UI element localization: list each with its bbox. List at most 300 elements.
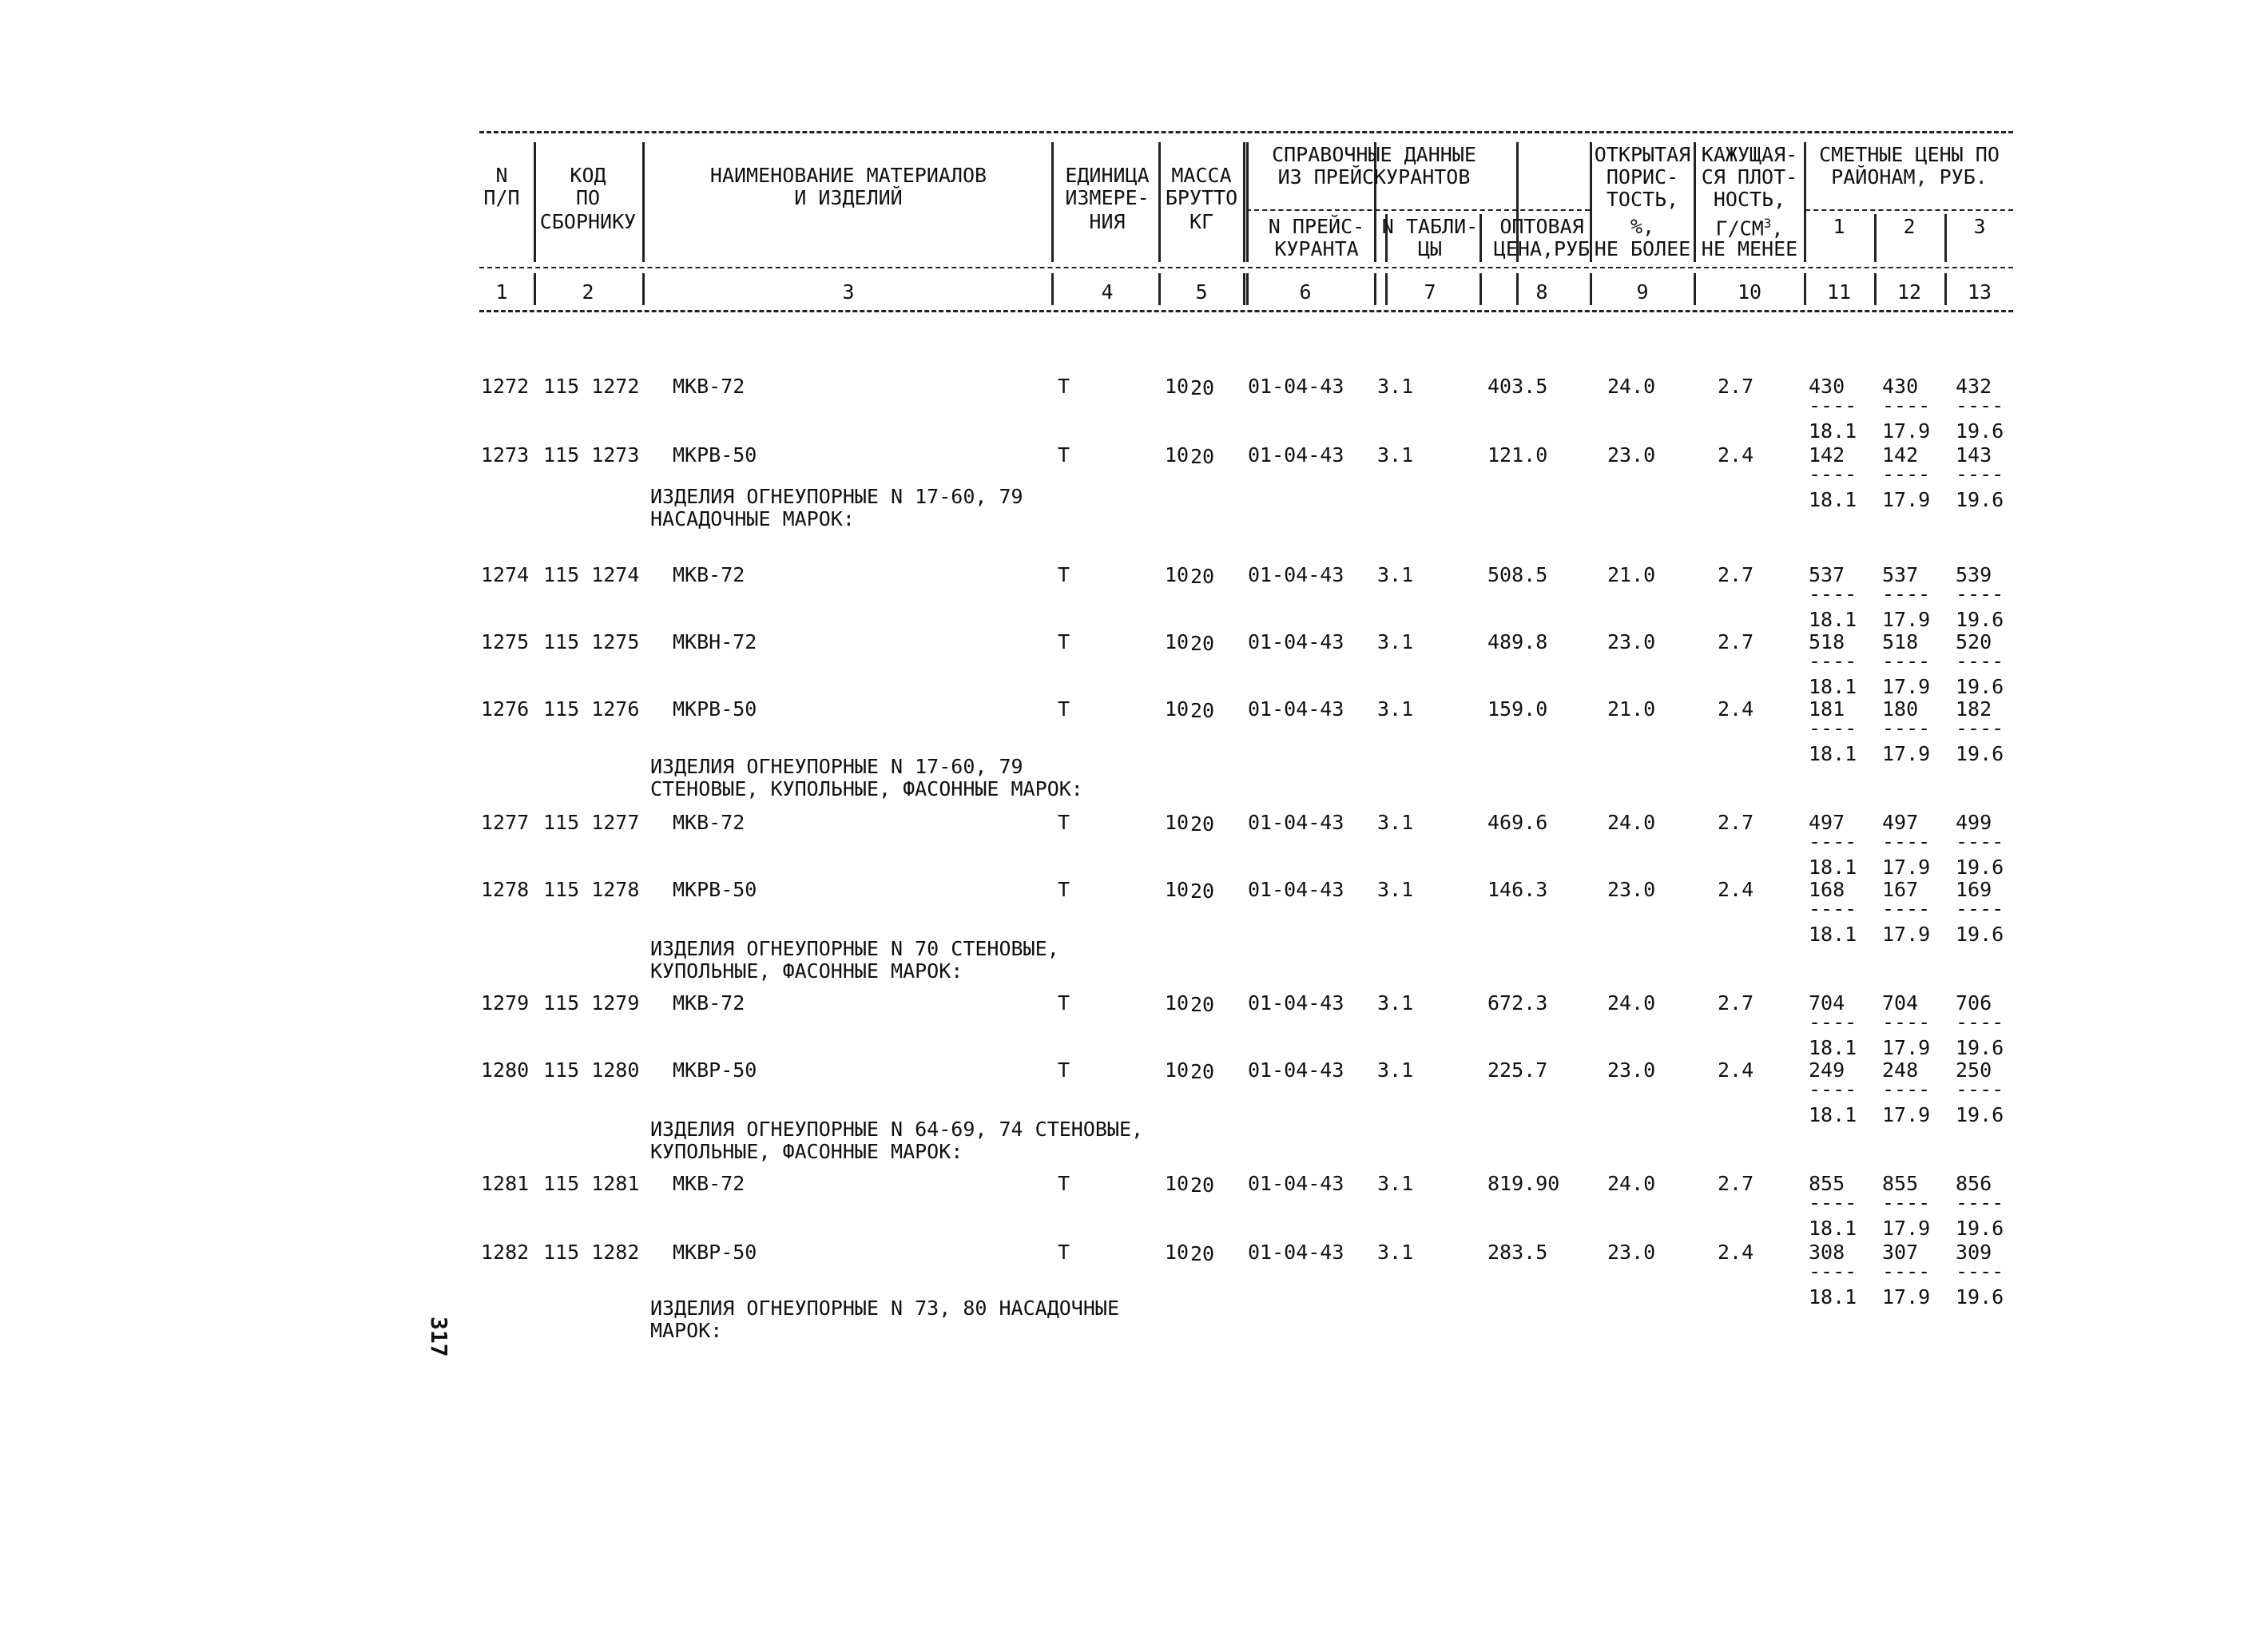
row-wholesale-price: 159.0 [1487,697,1548,721]
row-number: 1277 [481,811,530,834]
row-price-region-3: 499 [1956,811,1992,834]
row-divisor-region-3: 19.6 [1956,742,2004,765]
row-mass: 10 [1165,1241,1190,1264]
row-number: 1273 [481,443,530,467]
row-price-region-2: 855 [1882,1172,1919,1195]
row-unit: Т [1058,1172,1070,1195]
column-separator [1944,273,1947,305]
column-separator [1246,142,1249,262]
row-divisor-region-2: 17.9 [1882,1285,1931,1308]
row-price-region-1: 249 [1809,1058,1845,1082]
row-price-region-2: 430 [1882,375,1919,398]
row-mass-fraction: 20 [1190,699,1215,722]
fraction-bar: ---- [1809,1191,1857,1214]
column-separator [1243,273,1245,305]
column-number: 1 [495,280,508,304]
column-separator [1804,273,1806,305]
row-divisor-region-2: 17.9 [1882,488,1931,511]
row-unit: Т [1058,991,1070,1015]
header-density: НЕ МЕНЕЕ [1701,237,1798,260]
header-code: ПО [575,186,601,209]
column-separator [1874,273,1877,305]
row-wholesale-price: 403.5 [1487,375,1548,398]
fraction-bar: ---- [1882,463,1931,486]
row-divisor-region-1: 18.1 [1809,742,1857,765]
row-price-region-3: 706 [1956,991,1992,1015]
row-wholesale-price: 225.7 [1487,1058,1548,1082]
row-pricelist: 01-04-43 [1248,878,1344,901]
row-divisor-region-3: 19.6 [1956,1285,2004,1308]
fraction-bar: ---- [1956,717,2004,740]
header-density: КАЖУЩАЯ- [1701,143,1798,166]
row-wholesale-price: 508.5 [1487,563,1548,586]
row-code: 115 1281 [543,1172,640,1195]
column-separator [1944,214,1947,262]
page-number: 317 [426,1316,452,1357]
row-mass: 10 [1165,878,1190,901]
header-mass: БРУТТО [1165,186,1238,209]
row-price-region-3: 143 [1956,443,1992,467]
header-wholesale: ЦЕНА,РУБ [1493,237,1591,260]
row-divisor-region-3: 19.6 [1956,419,2004,443]
row-density: 2.4 [1718,1241,1754,1264]
row-density: 2.4 [1718,1058,1754,1082]
column-number: 9 [1636,280,1649,304]
row-code: 115 1275 [543,630,640,653]
row-porosity: 24.0 [1607,375,1656,398]
row-density: 2.7 [1718,1172,1754,1195]
column-number: 13 [1967,280,1992,304]
fraction-bar: ---- [1809,1078,1857,1101]
row-code: 115 1280 [543,1058,640,1082]
row-material-name: МКВР-50 [673,1058,757,1082]
fraction-bar: ---- [1809,1011,1857,1034]
ref-group-rule [1246,209,1590,211]
row-mass: 10 [1165,563,1190,586]
row-material-name: МКВ-72 [673,811,745,834]
header-pricelist: N ПРЕЙС- [1268,215,1365,238]
row-table: 3.1 [1377,1172,1414,1195]
row-code: 115 1274 [543,563,640,586]
fraction-bar: ---- [1809,394,1857,417]
section-title: КУПОЛЬНЫЕ, ФАСОННЫЕ МАРОК: [650,959,963,983]
fraction-bar: ---- [1809,649,1857,673]
fraction-bar: ---- [1956,897,2004,920]
row-divisor-region-3: 19.6 [1956,923,2004,946]
column-separator [642,273,645,305]
row-material-name: МКВН-72 [673,630,757,653]
column-separator [1158,273,1161,305]
row-price-region-2: 497 [1882,811,1919,834]
density-unit-text: Г/СМ [1715,216,1764,240]
header-name: И ИЗДЕЛИЙ [794,186,903,209]
row-material-name: МКВР-50 [673,1241,757,1264]
column-separator [1385,273,1388,305]
fraction-bar: ---- [1956,1078,2004,1101]
row-number: 1272 [481,375,530,398]
row-number: 1282 [481,1241,530,1264]
row-number: 1274 [481,563,530,586]
row-pricelist: 01-04-43 [1248,443,1344,467]
header-pricelist: КУРАНТА [1274,237,1359,260]
header-porosity: ОТКРЫТАЯ [1594,143,1691,166]
row-density: 2.7 [1718,811,1754,834]
fraction-bar: ---- [1882,717,1931,740]
row-porosity: 21.0 [1607,697,1656,721]
fraction-bar: ---- [1809,1260,1857,1283]
row-density: 2.4 [1718,443,1754,467]
row-divisor-region-2: 17.9 [1882,856,1931,879]
column-number: 6 [1299,280,1312,304]
row-density: 2.7 [1718,375,1754,398]
fraction-bar: ---- [1956,1260,2004,1283]
column-separator [534,273,536,305]
section-title: СТЕНОВЫЕ, КУПОЛЬНЫЕ, ФАСОННЫЕ МАРОК: [650,777,1083,800]
row-material-name: МКРВ-50 [673,443,757,467]
header-region-2: 2 [1903,215,1916,238]
row-price-region-3: 169 [1956,878,1992,901]
column-separator [1051,142,1054,262]
row-divisor-region-1: 18.1 [1809,856,1857,879]
row-pricelist: 01-04-43 [1248,630,1344,653]
row-wholesale-price: 283.5 [1487,1241,1548,1264]
row-density: 2.4 [1718,878,1754,901]
row-code: 115 1273 [543,443,640,467]
row-price-region-3: 182 [1956,697,1992,721]
header-region-1: 1 [1833,215,1845,238]
row-wholesale-price: 819.90 [1487,1172,1560,1195]
row-porosity: 24.0 [1607,991,1656,1015]
header-mass: МАССА [1171,164,1232,187]
row-wholesale-price: 146.3 [1487,878,1548,901]
row-divisor-region-3: 19.6 [1956,1217,2004,1240]
row-code: 115 1277 [543,811,640,834]
row-pricelist: 01-04-43 [1248,375,1344,398]
row-price-region-1: 704 [1809,991,1845,1015]
row-price-region-2: 704 [1882,991,1919,1015]
row-number: 1275 [481,630,530,653]
row-mass-fraction: 20 [1190,445,1215,468]
fraction-bar: ---- [1882,394,1931,417]
column-separator [1694,273,1696,305]
row-divisor-region-1: 18.1 [1809,1285,1857,1308]
section-title: КУПОЛЬНЫЕ, ФАСОННЫЕ МАРОК: [650,1140,963,1163]
section-title: ИЗДЕЛИЯ ОГНЕУПОРНЫЕ N 17-60, 79 [650,755,1023,778]
section-title: МАРОК: [650,1319,723,1342]
row-divisor-region-2: 17.9 [1882,742,1931,765]
row-porosity: 21.0 [1607,563,1656,586]
row-material-name: МКВ-72 [673,1172,745,1195]
header-code: СБОРНИКУ [539,210,637,233]
row-mass-fraction: 20 [1190,1242,1215,1265]
row-wholesale-price: 489.8 [1487,630,1548,653]
header-region-3: 3 [1973,215,1986,238]
row-divisor-region-1: 18.1 [1809,488,1857,511]
fraction-bar: ---- [1956,830,2004,853]
row-table: 3.1 [1377,811,1414,834]
row-unit: Т [1058,1241,1070,1264]
row-pricelist: 01-04-43 [1248,811,1344,834]
row-density: 2.7 [1718,991,1754,1015]
row-divisor-region-3: 19.6 [1956,675,2004,698]
row-code: 115 1282 [543,1241,640,1264]
row-mass: 10 [1165,630,1190,653]
row-price-region-3: 250 [1956,1058,1992,1082]
row-number: 1280 [481,1058,530,1082]
column-separator [1051,273,1054,305]
row-price-region-3: 539 [1956,563,1992,586]
fraction-bar: ---- [1882,830,1931,853]
header-code: КОД [570,164,606,187]
header-porosity: НЕ БОЛЕЕ [1594,237,1691,260]
row-unit: Т [1058,878,1070,901]
row-divisor-region-3: 19.6 [1956,856,2004,879]
price-group-rule [1805,209,2013,211]
header-porosity: %, [1630,215,1655,238]
fraction-bar: ---- [1809,463,1857,486]
header-table: N ТАБЛИ- [1381,215,1479,238]
header-unit: НИЯ [1089,210,1126,233]
fraction-bar: ---- [1809,717,1857,740]
row-density: 2.7 [1718,630,1754,653]
column-separator [1590,142,1592,262]
row-divisor-region-1: 18.1 [1809,419,1857,443]
row-price-region-3: 432 [1956,375,1992,398]
row-price-region-1: 430 [1809,375,1845,398]
fraction-bar: ---- [1956,582,2004,606]
row-wholesale-price: 121.0 [1487,443,1548,467]
header-n: П/П [483,186,520,209]
column-number: 3 [842,280,855,304]
row-porosity: 23.0 [1607,443,1656,467]
column-number: 7 [1424,280,1436,304]
row-material-name: МКВ-72 [673,991,745,1015]
row-material-name: МКРВ-50 [673,697,757,721]
row-density: 2.7 [1718,563,1754,586]
fraction-bar: ---- [1956,1011,2004,1034]
fraction-bar: ---- [1956,463,2004,486]
row-price-region-1: 142 [1809,443,1845,467]
row-unit: Т [1058,563,1070,586]
fraction-bar: ---- [1882,582,1931,606]
header-wholesale: ОПТОВАЯ [1499,215,1584,238]
column-separator [534,142,536,262]
row-table: 3.1 [1377,443,1414,467]
row-number: 1279 [481,991,530,1015]
row-mass: 10 [1165,375,1190,398]
row-divisor-region-3: 19.6 [1956,488,2004,511]
fraction-bar: ---- [1956,1191,2004,1214]
row-material-name: МКВ-72 [673,563,745,586]
header-ref-group: СПРАВОЧНЫЕ ДАННЫЕ [1272,143,1476,166]
column-separator [642,142,645,262]
row-table: 3.1 [1377,878,1414,901]
header-porosity: ТОСТЬ, [1606,188,1679,211]
row-divisor-region-1: 18.1 [1809,1103,1857,1126]
row-price-region-3: 309 [1956,1241,1992,1264]
row-unit: Т [1058,1058,1070,1082]
row-table: 3.1 [1377,697,1414,721]
header-unit: ИЗМЕРЕ- [1065,186,1150,209]
fraction-bar: ---- [1809,582,1857,606]
row-pricelist: 01-04-43 [1248,1241,1344,1264]
row-table: 3.1 [1377,630,1414,653]
row-mass-fraction: 20 [1190,565,1215,588]
density-unit-comma: , [1771,216,1784,240]
header-ref-group: ИЗ ПРЕЙСКУРАНТОВ [1277,165,1471,189]
row-number: 1276 [481,697,530,721]
row-unit: Т [1058,630,1070,653]
fraction-bar: ---- [1882,897,1931,920]
column-separator [1479,273,1482,305]
row-price-region-2: 142 [1882,443,1919,467]
row-mass: 10 [1165,1172,1190,1195]
row-divisor-region-2: 17.9 [1882,1103,1931,1126]
row-divisor-region-1: 18.1 [1809,608,1857,631]
fraction-bar: ---- [1809,830,1857,853]
column-separator [1374,273,1376,305]
row-code: 115 1272 [543,375,640,398]
row-density: 2.4 [1718,697,1754,721]
fraction-bar: ---- [1882,1011,1931,1034]
row-wholesale-price: 469.6 [1487,811,1548,834]
header-density: СЯ ПЛОТ- [1701,165,1798,189]
row-porosity: 23.0 [1607,878,1656,901]
row-wholesale-price: 672.3 [1487,991,1548,1015]
row-price-region-1: 497 [1809,811,1845,834]
row-number: 1278 [481,878,530,901]
column-number: 11 [1826,280,1852,304]
fraction-bar: ---- [1882,1260,1931,1283]
header-density: НОСТЬ, [1713,188,1786,211]
row-porosity: 24.0 [1607,811,1656,834]
header-table: ЦЫ [1417,237,1443,260]
fraction-bar: ---- [1882,1191,1931,1214]
section-title: ИЗДЕЛИЯ ОГНЕУПОРНЫЕ N 17-60, 79 [650,485,1023,508]
row-porosity: 23.0 [1607,630,1656,653]
column-separator [1590,273,1592,305]
column-number: 4 [1101,280,1114,304]
column-separator [1246,273,1249,305]
row-mass-fraction: 20 [1190,812,1215,836]
row-code: 115 1278 [543,878,640,901]
column-number: 10 [1737,280,1762,304]
header-porosity: ПОРИС- [1606,165,1679,189]
header-name: НАИМЕНОВАНИЕ МАТЕРИАЛОВ [709,164,987,187]
fraction-bar: ---- [1809,897,1857,920]
row-unit: Т [1058,443,1070,467]
header-bottom-rule [479,310,2013,312]
row-material-name: МКРВ-50 [673,878,757,901]
row-unit: Т [1058,375,1070,398]
column-separator [1158,142,1161,262]
row-divisor-region-1: 18.1 [1809,675,1857,698]
row-divisor-region-1: 18.1 [1809,923,1857,946]
row-divisor-region-2: 17.9 [1882,923,1931,946]
row-divisor-region-2: 17.9 [1882,419,1931,443]
row-table: 3.1 [1377,563,1414,586]
row-divisor-region-1: 18.1 [1809,1217,1857,1240]
column-number: 8 [1535,280,1548,304]
column-number: 12 [1897,280,1922,304]
row-table: 3.1 [1377,1058,1414,1082]
row-porosity: 24.0 [1607,1172,1656,1195]
row-mass: 10 [1165,811,1190,834]
row-table: 3.1 [1377,375,1414,398]
header-top-rule [479,131,2013,133]
column-separator [1516,273,1519,305]
row-porosity: 23.0 [1607,1241,1656,1264]
density-unit-exponent: 3 [1763,216,1772,231]
row-mass-fraction: 20 [1190,1173,1215,1197]
row-price-region-2: 167 [1882,878,1919,901]
section-title: ИЗДЕЛИЯ ОГНЕУПОРНЫЕ N 70 СТЕНОВЫЕ, [650,937,1059,960]
row-price-region-2: 180 [1882,697,1919,721]
column-separator [1874,214,1877,262]
row-mass-fraction: 20 [1190,376,1215,399]
header-mass: КГ [1189,210,1214,233]
section-title: НАСАДОЧНЫЕ МАРОК: [650,507,855,530]
row-divisor-region-3: 19.6 [1956,1103,2004,1126]
fraction-bar: ---- [1956,649,2004,673]
header-prices-group: РАЙОНАМ, РУБ. [1831,165,1988,189]
row-code: 115 1276 [543,697,640,721]
row-price-region-3: 856 [1956,1172,1992,1195]
column-separator [1479,214,1482,262]
row-unit: Т [1058,811,1070,834]
row-divisor-region-2: 17.9 [1882,1036,1931,1059]
row-table: 3.1 [1377,991,1414,1015]
row-mass: 10 [1165,1058,1190,1082]
header-density-unit [1716,212,1784,240]
fraction-bar: ---- [1882,1078,1931,1101]
row-table: 3.1 [1377,1241,1414,1264]
column-number: 2 [582,280,594,304]
row-price-region-1: 518 [1809,630,1845,653]
row-mass-fraction: 20 [1190,880,1215,903]
row-price-region-3: 520 [1956,630,1992,653]
header-mid-rule [479,267,2013,268]
row-price-region-2: 307 [1882,1241,1919,1264]
row-price-region-1: 537 [1809,563,1845,586]
fraction-bar: ---- [1956,394,2004,417]
fraction-bar: ---- [1882,649,1931,673]
row-porosity: 23.0 [1607,1058,1656,1082]
row-number: 1281 [481,1172,530,1195]
row-pricelist: 01-04-43 [1248,1172,1344,1195]
column-separator [1243,142,1245,262]
row-pricelist: 01-04-43 [1248,1058,1344,1082]
row-price-region-1: 168 [1809,878,1845,901]
row-unit: Т [1058,697,1070,721]
section-title: ИЗДЕЛИЯ ОГНЕУПОРНЫЕ N 64-69, 74 СТЕНОВЫЕ, [650,1118,1144,1141]
column-separator [1694,142,1696,262]
row-price-region-2: 518 [1882,630,1919,653]
row-divisor-region-2: 17.9 [1882,1217,1931,1240]
row-code: 115 1279 [543,991,640,1015]
row-divisor-region-3: 19.6 [1956,1036,2004,1059]
row-price-region-1: 308 [1809,1241,1845,1264]
column-number: 5 [1195,280,1208,304]
row-mass-fraction: 20 [1190,993,1215,1016]
section-title: ИЗДЕЛИЯ ОГНЕУПОРНЫЕ N 73, 80 НАСАДОЧНЫЕ [650,1297,1119,1320]
row-price-region-2: 537 [1882,563,1919,586]
row-price-region-1: 181 [1809,697,1845,721]
column-separator [1804,142,1806,262]
row-mass-fraction: 20 [1190,1060,1215,1083]
row-divisor-region-2: 17.9 [1882,675,1931,698]
row-divisor-region-2: 17.9 [1882,608,1931,631]
